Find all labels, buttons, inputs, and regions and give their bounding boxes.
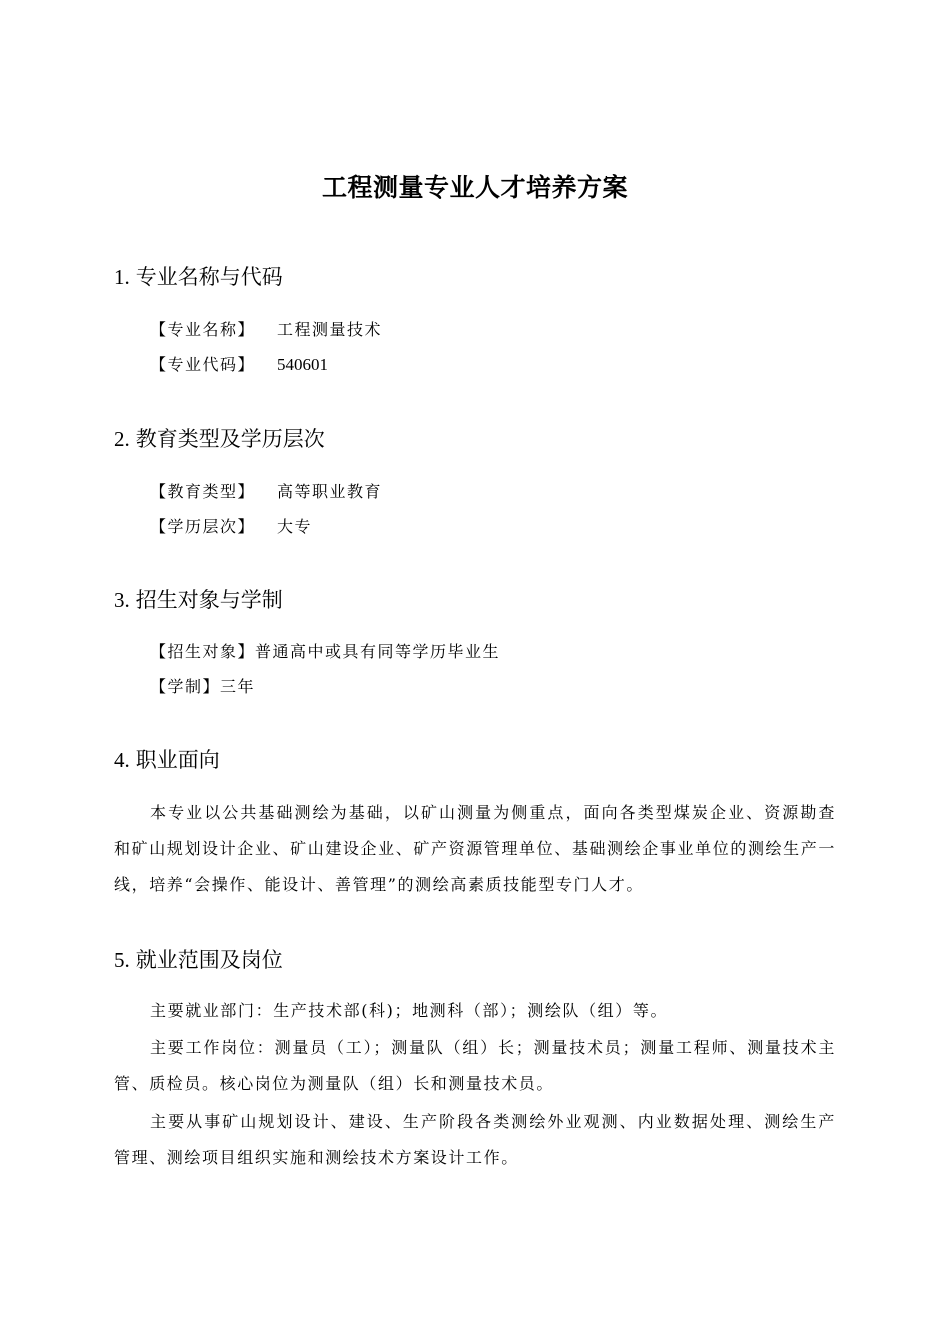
section-heading-1: [114, 262, 283, 292]
section-heading-5: [114, 945, 283, 975]
section-title: 教育类型及学历层次: [135, 427, 325, 451]
field-value: 三年: [220, 677, 256, 696]
paragraph-employment-departments: 主要就业部门：生产技术部(科)；地测科（部）；测绘队（组）等。: [150, 1001, 669, 1020]
section-heading-3: [114, 585, 283, 615]
document-title: 工程测量专业人才培养方案: [321, 173, 628, 202]
field-education-level: [150, 515, 312, 539]
field-major-name: [150, 318, 382, 342]
field-education-type: [150, 480, 382, 504]
section-number: 4.: [114, 748, 130, 772]
section-number: 5.: [114, 948, 130, 972]
section-heading-2: [114, 424, 325, 454]
field-label: 【专业名称】: [150, 320, 256, 339]
field-value: 大专: [277, 517, 313, 536]
field-value: 工程测量技术: [277, 320, 383, 339]
field-value: 540601: [277, 355, 329, 374]
section-title: 职业面向: [135, 748, 220, 772]
field-enrollment-target: [150, 640, 500, 664]
section-title: 专业名称与代码: [135, 265, 283, 289]
paragraph-work-scope: 主要从事矿山规划设计、建设、生产阶段各类测绘外业观测、内业数据处理、测绘生产管理、测绘项目组织实施和测绘技术方案设计工作。: [114, 1112, 836, 1167]
field-label: 【教育类型】: [150, 482, 256, 501]
field-value: 高等职业教育: [277, 482, 383, 501]
field-label: 【学制】: [150, 677, 221, 696]
field-label: 【学历层次】: [150, 517, 256, 536]
section-number: 1.: [114, 265, 130, 289]
field-study-duration: [150, 675, 255, 699]
section-heading-4: [114, 745, 220, 775]
section-number: 2.: [114, 427, 130, 451]
field-value: 普通高中或具有同等学历毕业生: [255, 642, 501, 661]
section-title: 就业范围及岗位: [135, 948, 283, 972]
paragraph-career-orientation: 本专业以公共基础测绘为基础，以矿山测量为侧重点，面向各类型煤炭企业、资源勘查和矿山规划设计企业、矿山建设企业、矿产资源管理单位、基础测绘企事业单位的测绘生产一线，培养“会操作、能设计、善管理”的测绘高素质技能型专门人才。: [114, 803, 836, 894]
section-number: 3.: [114, 588, 130, 612]
section-title: 招生对象与学制: [135, 588, 283, 612]
paragraph-job-positions: 主要工作岗位：测量员（工）；测量队（组）长；测量技术员；测量工程师、测量技术主管、质检员。核心岗位为测量队（组）长和测量技术员。: [114, 1038, 836, 1093]
field-major-code: [150, 353, 328, 377]
field-label: 【专业代码】: [150, 355, 256, 374]
field-label: 【招生对象】: [150, 642, 256, 661]
